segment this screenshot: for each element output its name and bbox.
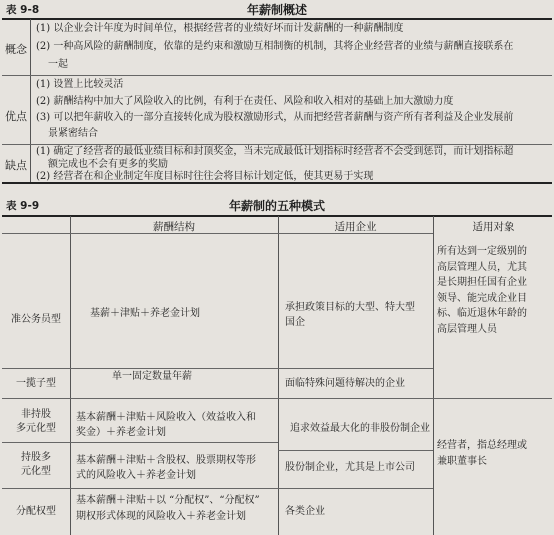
object-line: 高层管理人员，尤其 xyxy=(437,261,527,273)
structure-non-share xyxy=(76,410,256,440)
table-9-8-title-row xyxy=(0,0,554,18)
table-title: 年薪制的五种模式 xyxy=(228,199,325,213)
table-number: 表 9-9 xyxy=(6,200,40,212)
mode-label-civil-servant: 准公务员型 xyxy=(11,314,61,325)
structure-line: 奖金）＋养老金计划 xyxy=(76,427,166,438)
structure-line: 基本薪酬＋津贴＋含股权、股票期权等形 xyxy=(76,455,256,466)
mode-label-line: 元化型 xyxy=(21,466,51,477)
disadvantage-line-2: 额完成也不会有更多的奖励 xyxy=(48,159,168,170)
structure-line: 基本薪酬＋津贴＋风险收入（效益收入和 xyxy=(76,412,256,423)
table-bottom-border xyxy=(2,182,552,184)
header-enterprise: 适用企业 xyxy=(334,221,377,233)
structure-line: 式的风险收入＋养老金计划 xyxy=(76,470,196,481)
structure-line: 期权形式体现的风险收入＋养老金计划 xyxy=(76,511,246,522)
row-divider xyxy=(2,368,433,369)
disadvantage-line-1: (1) 确定了经营者的最低业绩目标和封顶奖金，当未完成最低计划指标时经营者不会受到惩罚，而计划指标超 xyxy=(36,146,514,157)
structure-distribution xyxy=(76,493,260,525)
object-group-2 xyxy=(437,438,527,469)
enterprise-non-share-merged: 追求效益最大化的非股份制企业 xyxy=(290,423,430,434)
mode-label-distribution: 分配权型 xyxy=(16,506,56,517)
table-9-9-title-row xyxy=(0,196,554,214)
advantage-line-1: (1) 设置上比较灵活 xyxy=(36,79,124,90)
enterprise-package: 面临特殊问题待解决的企业 xyxy=(285,378,405,389)
object-line: 经营者，指总经理或 xyxy=(437,440,527,451)
row-divider xyxy=(278,450,433,451)
concept-line-3: 一起 xyxy=(48,59,68,70)
enterprise-distribution: 各类企业 xyxy=(285,506,325,517)
object-line: 所有达到一定级别的 xyxy=(437,246,527,257)
table-title: 年薪制概述 xyxy=(246,3,307,17)
table-top-border xyxy=(2,215,552,217)
structure-line: 基本薪酬＋津贴＋以 “分配权”、“分配权” xyxy=(76,495,260,506)
enterprise-civil-servant-2: 国企 xyxy=(285,317,305,328)
object-line: 标、临近退休年龄的 xyxy=(437,308,527,319)
table-number: 表 9-8 xyxy=(6,4,40,16)
advantage-line-3: (3) 可以把年薪收入的一部分直接转化成为股权激励形式，从而把经营者薪酬与资产所有者利益及企业发展前 xyxy=(36,112,514,123)
row-label-disadvantages: 缺点 xyxy=(5,159,27,172)
concept-line-2: (2) 一种高风险的薪酬制度，依靠的是约束和激励互相制衡的机制，其将企业经营者的业绩与薪酬直接联系在 xyxy=(36,41,514,52)
object-line: 是长期担任国有企业 xyxy=(437,277,527,288)
advantage-line-4: 景紧密结合 xyxy=(48,128,98,139)
disadvantage-line-3: (2) 经营者在和企业制定年度目标时往往会将目标计划定低，使其更易于实现 xyxy=(36,171,374,182)
row-divider xyxy=(2,398,552,399)
object-group-1 xyxy=(437,244,527,337)
header-divider xyxy=(2,233,433,234)
enterprise-civil-servant-1: 承担政策目标的大型、特大型 xyxy=(285,302,415,313)
mode-label-share xyxy=(2,451,70,479)
object-line: 领导、能完成企业目 xyxy=(437,292,527,304)
header-structure: 薪酬结构 xyxy=(153,221,195,233)
mode-label-package: 一揽子型 xyxy=(16,378,56,389)
column-divider xyxy=(433,216,434,535)
row-label-advantages: 优点 xyxy=(5,110,27,123)
enterprise-share: 股份制企业，尤其是上市公司 xyxy=(285,462,415,473)
structure-civil-servant: 基薪＋津贴＋养老金计划 xyxy=(90,308,200,319)
mode-label-line: 多元化型 xyxy=(16,423,56,434)
structure-package: 单一固定数量年薪 xyxy=(112,371,192,382)
label-column-divider xyxy=(30,19,31,182)
mode-label-non-share xyxy=(2,408,70,436)
object-line: 高层管理人员 xyxy=(437,323,497,335)
row-divider xyxy=(2,442,278,443)
object-line: 兼职董事长 xyxy=(437,455,487,467)
advantage-line-2: (2) 薪酬结构中加大了风险收入的比例，有利于在责任、风险和收入相对的基础上加大激励力度 xyxy=(36,96,454,107)
row-label-concept: 概念 xyxy=(5,43,27,56)
header-object: 适用对象 xyxy=(472,221,515,233)
row-divider xyxy=(2,488,433,489)
mode-label-line: 持股多 xyxy=(21,452,51,463)
row-divider xyxy=(2,75,552,76)
table-top-border xyxy=(2,18,552,20)
concept-line-1: (1) 以企业会计年度为时间单位，根据经营者的业绩好坏而计发薪酬的一种薪酬制度 xyxy=(36,23,404,34)
structure-share xyxy=(76,453,256,483)
mode-label-line: 非持股 xyxy=(21,409,51,420)
